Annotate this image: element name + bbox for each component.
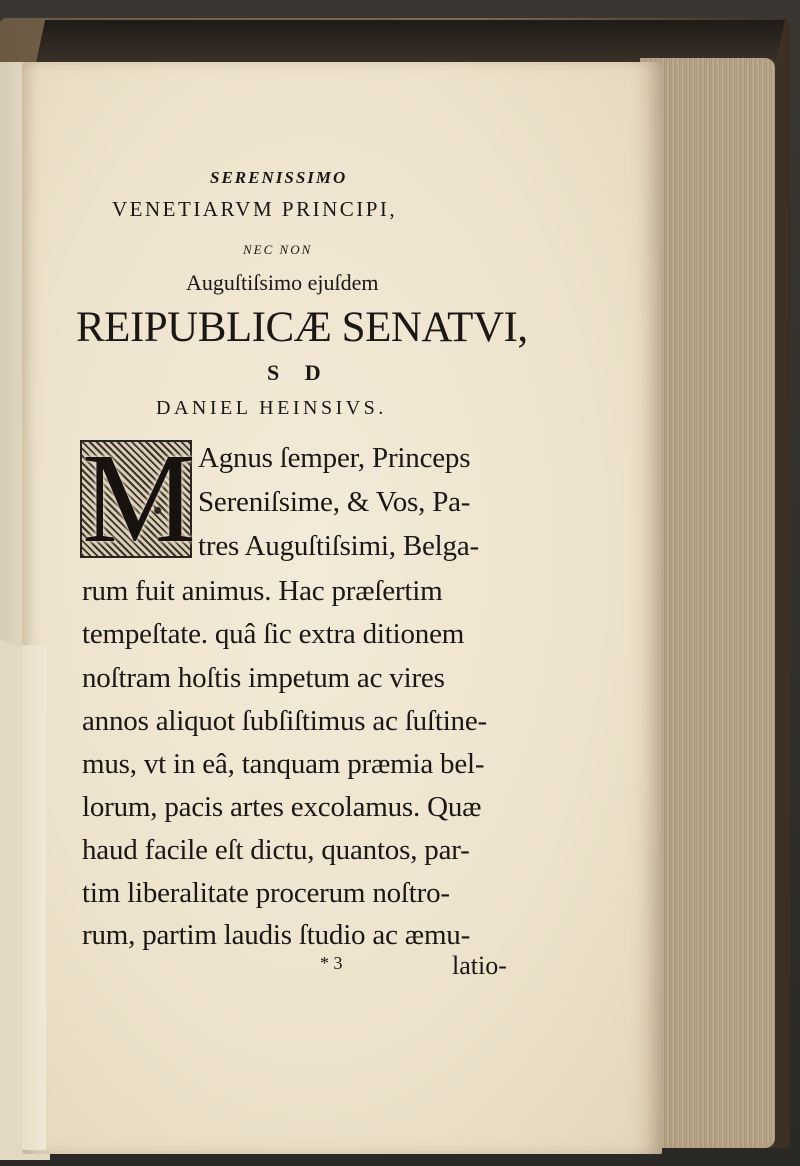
page-fold — [22, 645, 46, 1150]
body-line: Sereniſsime, & Vos, Pa- — [198, 486, 471, 518]
dedication-line-4: Auguſtiſsimo ejuſdem — [186, 270, 379, 295]
body-line: tim liberalitate procerum noſtro- — [82, 877, 450, 909]
decorated-initial — [80, 427, 196, 569]
body-line: Agnus ſemper, Princeps — [198, 442, 471, 474]
author-name: DANIEL HEINSIVS. — [156, 397, 387, 419]
body-line: rum fuit animus. Hac præſertim — [82, 575, 443, 607]
body-line: noſtram hoſtis impetum ac vires — [82, 662, 445, 694]
book-page — [22, 62, 662, 1154]
signature-mark: * 3 — [320, 953, 343, 973]
body-line: mus, vt in eâ, tanquam præmia bel- — [82, 748, 485, 780]
dedication-line-1: SERENISSIMO — [210, 168, 348, 187]
body-line: tempeſtate. quâ ſic extra ditionem — [82, 618, 465, 650]
body-line: lorum, pacis artes excolamus. Quæ — [82, 791, 482, 823]
body-line: haud facile eſt dictu, quantos, par- — [82, 834, 470, 866]
salutation: S D — [267, 360, 331, 385]
dedication-heading: REIPUBLICÆ SENATVI, — [76, 304, 528, 351]
dedication-line-3: NEC NON — [243, 242, 313, 257]
body-line: rum, partim laudis ſtudio ac æmu- — [82, 919, 471, 951]
body-line: annos aliquot ſubſiſtimus ac ſuſtine- — [82, 705, 487, 737]
dedication-line-2: VENETIARVM PRINCIPI, — [112, 197, 398, 221]
catchword: latio- — [452, 951, 507, 980]
body-line: tres Auguſtiſsimi, Belga- — [198, 530, 479, 562]
initial-letter: M — [82, 427, 196, 569]
